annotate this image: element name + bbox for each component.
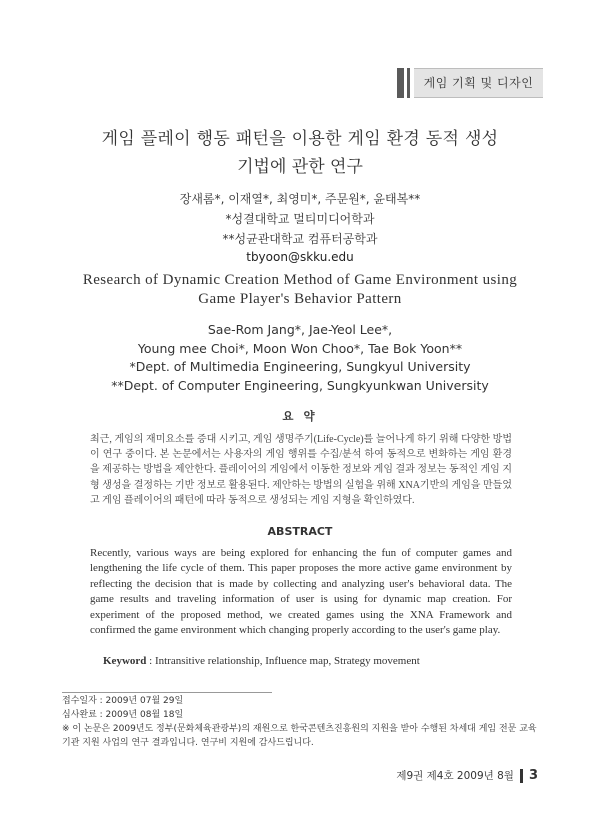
keyword-line xyxy=(103,655,420,667)
keyword-value: Intransitive relationship, Influence map, Strategy movement xyxy=(154,655,420,667)
abstract-english-body: Recently, various ways are being explored for enhancing the fun of computer games and lengthening the life cycle of them. This paper proposes the more active game environment by reflecting the decision that is made by collecting and analyzing user's behavioral data. The game results and traveling information of user is using for dynamic map creation. For experiment of the proposed method, we created games using the XNA Framework and confirmed the game environment which changing properly according to the user's game play. xyxy=(90,547,512,637)
abstract-korean-body: 최근, 게임의 재미요소를 증대 시키고, 게임 생명주기(Life-Cycle)를 늘어나게 하기 위해 다양한 방법이 연구 중이다. 본 논문에서는 사용자의 게임 행위를 수집/분석 하여 동적으로 변화하는 게임 환경을 제공하는 방법을 제안한다. 플레이어의 게임에서 이동한 정보와 게임 결과 정보는 동적인 게임 지형 생성을 결정하는 기반 정보로 활용된다. 제안하는 방법의 실험을 위해 XNA기반의 게임을 만들었고 게임 플레이어의 패턴에 따라 동적으로 생성되는 게임 지형을 확인하였다. xyxy=(90,434,512,506)
page-footer xyxy=(396,768,538,783)
footnote-divider xyxy=(62,692,272,693)
author-email: tbyoon@skku.edu xyxy=(246,250,354,264)
abstract-english-heading: ABSTRACT xyxy=(267,525,333,538)
keyword-label: Keyword xyxy=(103,655,147,667)
section-tag-label: 게임 기획 및 디자인 xyxy=(414,68,543,98)
accepted-date: 심사완료 : 2009년 08월 18일 xyxy=(62,710,184,720)
authors-korean: 장새롬*, 이재열*, 최영미*, 주문원*, 윤태복** xyxy=(179,192,421,206)
section-tag-bar-thin xyxy=(407,68,410,98)
keyword-separator: : xyxy=(146,655,155,667)
authors-english-line-2: Young mee Choi*, Moon Won Choo*, Tae Bok Yoon** xyxy=(137,341,463,356)
title-korean-line-2: 기법에 관한 연구 xyxy=(237,157,363,177)
title-english-line-1: Research of Dynamic Creation Method of Game Environment using xyxy=(82,272,518,288)
received-date: 접수일자 : 2009년 07월 29일 xyxy=(62,696,184,706)
page-number: 3 xyxy=(528,768,538,783)
title-korean-line-1: 게임 플레이 행동 패턴을 이용한 게임 환경 동적 생성 xyxy=(101,129,499,149)
affiliation-english-1: *Dept. of Multimedia Engineering, Sungkyul University xyxy=(129,359,471,374)
affiliation-korean-2: **성균관대학교 컴퓨터공학과 xyxy=(222,232,378,246)
issue-info: 제9권 제4호 2009년 8월 xyxy=(396,770,514,782)
affiliation-english-2: **Dept. of Computer Engineering, Sungkyunkwan University xyxy=(111,378,489,393)
section-tag-bar xyxy=(397,68,404,98)
footer-divider xyxy=(520,769,523,783)
affiliation-korean-1: *성결대학교 멀티미디어학과 xyxy=(225,212,375,226)
authors-english-line-1: Sae-Rom Jang*, Jae-Yeol Lee*, xyxy=(207,322,393,337)
funding-note: ※ 이 논문은 2009년도 정부(문화체육관광부)의 재원으로 한국콘텐츠진흥원의 지원을 받아 수행된 차세대 게임 전문 교육기관 지원 사업의 연구 결과입니다. 연구비 지원에 감사드립니다. xyxy=(62,724,537,748)
title-english-line-2: Game Player's Behavior Pattern xyxy=(198,291,402,307)
abstract-korean-heading: 요 약 xyxy=(282,409,318,423)
section-tag xyxy=(397,68,543,98)
